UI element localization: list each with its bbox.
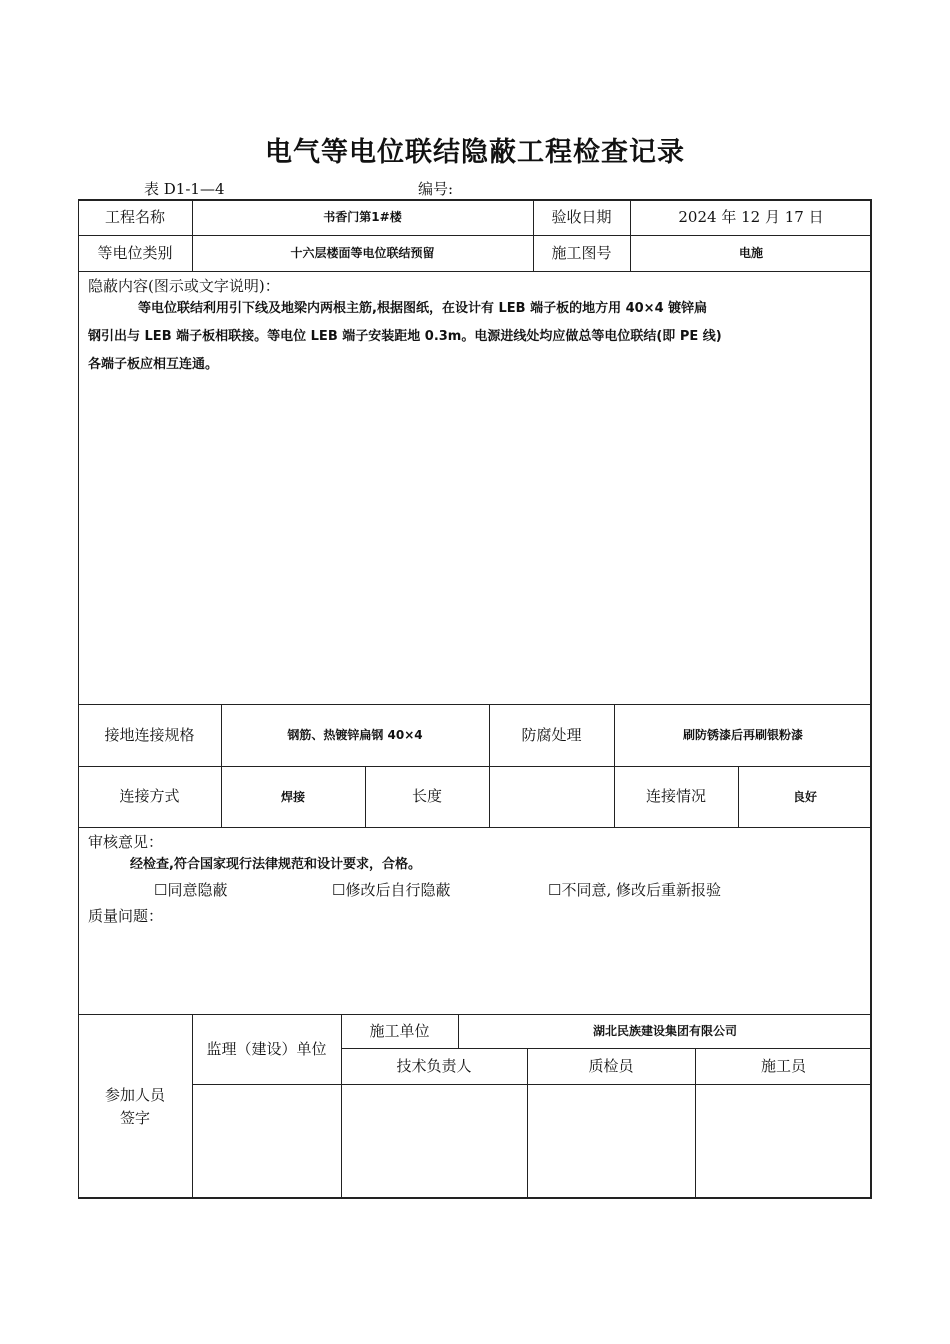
inspector-label: 质检员	[588, 1056, 634, 1075]
connection-method-value: 焊接	[280, 789, 305, 804]
quality-issues-label: 质量问题：	[88, 907, 164, 925]
length-value	[489, 766, 614, 827]
option-approve[interactable]: ☐同意隐蔽	[154, 881, 228, 899]
length-label: 长度	[411, 787, 442, 806]
project-name-label: 工程名称	[104, 207, 165, 226]
category-value: 十六层楼面等电位联结预留	[290, 246, 435, 260]
category-label: 等电位类别	[97, 243, 173, 262]
hidden-content-line-3: 各端子板应相互连通。	[88, 357, 219, 372]
review-label: 审核意见：	[88, 833, 164, 851]
tech-lead-label: 技术负责人	[396, 1056, 472, 1075]
drawing-number-value: 电施	[738, 246, 763, 260]
serial-label: 编号:	[418, 180, 454, 198]
worker-label: 施工员	[760, 1056, 806, 1075]
supervisor-signature-box[interactable]	[192, 1084, 341, 1199]
hidden-content-line-2: 钢引出与 LEB 端子板相联接。等电位 LEB 端子安装距地 0.3m。电源进线处均应做总等电位联结(即 PE 线)	[88, 329, 722, 344]
acceptance-date-label: 验收日期	[551, 207, 612, 226]
acceptance-date-value: 2024 年 12 月 17 日	[678, 207, 824, 226]
option-modify-self[interactable]: ☐修改后自行隐蔽	[332, 881, 451, 899]
drawing-number-label: 施工图号	[551, 243, 612, 262]
project-name-value: 书香门第1#楼	[323, 210, 402, 224]
contractor-label: 施工单位	[369, 1021, 430, 1040]
option-reject[interactable]: ☐不同意, 修改后重新报验	[548, 881, 721, 899]
inspector-signature-box[interactable]	[527, 1084, 695, 1199]
connection-method-label: 连接方式	[119, 787, 180, 806]
connection-status-label: 连接情况	[645, 787, 706, 806]
contractor-value: 湖北民族建设集团有限公司	[592, 1024, 737, 1038]
inspection-form	[78, 199, 872, 1199]
form-number: 表 D1-1—4	[144, 180, 225, 198]
review-text: 经检查,符合国家现行法律规范和设计要求，合格。	[130, 857, 421, 872]
participants-label: 参加人员签字	[104, 1086, 165, 1127]
grounding-spec-label: 接地连接规格	[104, 725, 195, 744]
grounding-spec-value: 钢筋、热镀锌扁钢 40×4	[287, 728, 423, 742]
supervisor-label: 监理（建设）单位	[206, 1039, 327, 1058]
hidden-content-label: 隐蔽内容(图示或文字说明)：	[88, 277, 280, 295]
worker-signature-box[interactable]	[695, 1084, 872, 1199]
tech-lead-signature-box[interactable]	[341, 1084, 527, 1199]
connection-status-value: 良好	[792, 789, 817, 804]
anticorrosion-label: 防腐处理	[521, 725, 582, 744]
page-title: 电气等电位联结隐蔽工程检查记录	[265, 137, 685, 168]
anticorrosion-value: 刷防锈漆后再刷银粉漆	[682, 728, 803, 742]
hidden-content-line-1: 等电位联结利用引下线及地梁内两根主筋,根据图纸，在设计有 LEB 端子板的地方用 40×4 镀锌扁	[138, 301, 708, 316]
